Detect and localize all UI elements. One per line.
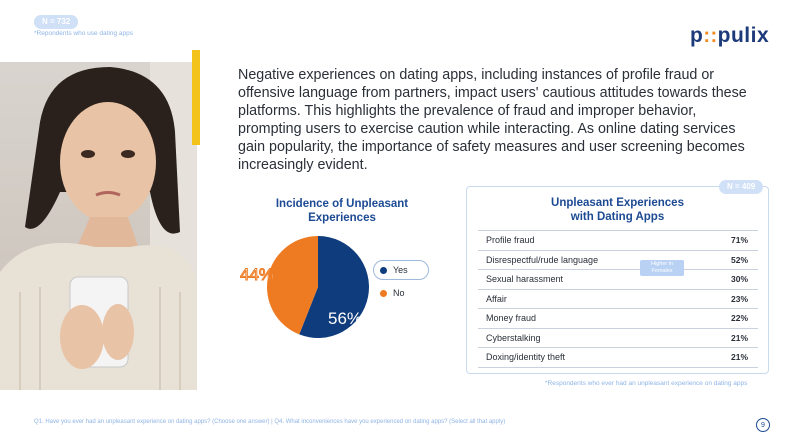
experience-value: 71% xyxy=(730,235,748,246)
logo-dots-icon: :: xyxy=(703,25,718,47)
populix-logo xyxy=(690,24,769,48)
experience-label: Money fraud xyxy=(486,313,537,324)
intro-paragraph: Negative experiences on dating apps, including instances of profile fraud or offensive language from partners, impact users' cautious attitudes towards these platforms. This highlights the prevalence of fraud and improper behavior, prompting users to exercise caution while interacting. As online dating services gain popularity, the importance of safety measures and user screening becomes increasingly evident. xyxy=(238,67,747,173)
pie-chart-title xyxy=(262,197,422,225)
table-row xyxy=(478,270,758,290)
experience-label: Cyberstalking xyxy=(486,332,541,343)
legend-no-dot-icon xyxy=(380,290,387,297)
table-row xyxy=(478,290,758,310)
accent-bar xyxy=(192,50,200,145)
logo-suffix: pulix xyxy=(717,24,770,47)
logo-prefix: p xyxy=(690,24,704,47)
experience-label: Profile fraud xyxy=(486,235,535,246)
question-footnote: Q1. Have you ever had an unpleasant experience on dating apps? (Choose one answer) | Q4. What inconveniences have you experienced on dating apps? (Select all that apply) xyxy=(34,419,506,425)
table-title xyxy=(520,196,715,224)
experience-label: Disrespectful/rude language xyxy=(486,254,599,265)
respondents-note: *Repondents who use dating apps xyxy=(34,30,134,37)
table-row xyxy=(478,251,758,271)
experience-value: 21% xyxy=(730,352,748,363)
experience-value: 52% xyxy=(730,254,748,265)
table-row xyxy=(478,231,758,251)
legend-yes-dot-icon xyxy=(380,267,387,274)
pie-label-yes: 56% xyxy=(328,309,363,328)
table-row xyxy=(478,309,758,329)
experience-label: Doxing/identity theft xyxy=(486,352,566,363)
experience-value: 23% xyxy=(730,293,748,304)
experience-value: 30% xyxy=(730,274,748,285)
page-number: 9 xyxy=(756,418,770,432)
table-title-line1: Unpleasant Experiences xyxy=(551,197,684,209)
table-row xyxy=(478,348,758,368)
experiences-table xyxy=(478,230,758,368)
experience-value: 22% xyxy=(730,313,748,324)
higher-in-females-tag: Higher in Females xyxy=(640,260,684,276)
pie-title-line1: Incidence of Unpleasant xyxy=(275,198,409,210)
pie-label-no: 44% xyxy=(240,265,275,284)
pie-title-line2: Experiences xyxy=(308,212,376,224)
woman-with-phone-photo xyxy=(0,62,197,390)
legend-yes xyxy=(380,265,408,275)
table-respondents-note: *Respondents who ever had an unpleasant experience on dating apps xyxy=(545,380,748,387)
photo-illustration xyxy=(0,62,197,390)
legend-no-label: No xyxy=(393,288,405,298)
experience-value: 21% xyxy=(730,332,748,343)
sample-size-badge: N = 732 xyxy=(34,15,78,29)
experience-label: Sexual harassment xyxy=(486,274,564,285)
experience-label: Affair xyxy=(486,293,507,304)
pie-chart xyxy=(240,232,380,352)
table-sample-size-badge: N = 409 xyxy=(719,180,763,194)
legend-yes-label: Yes xyxy=(393,265,408,275)
legend-no xyxy=(380,288,405,298)
table-row xyxy=(478,329,758,349)
table-title-line2: with Dating Apps xyxy=(570,211,665,223)
